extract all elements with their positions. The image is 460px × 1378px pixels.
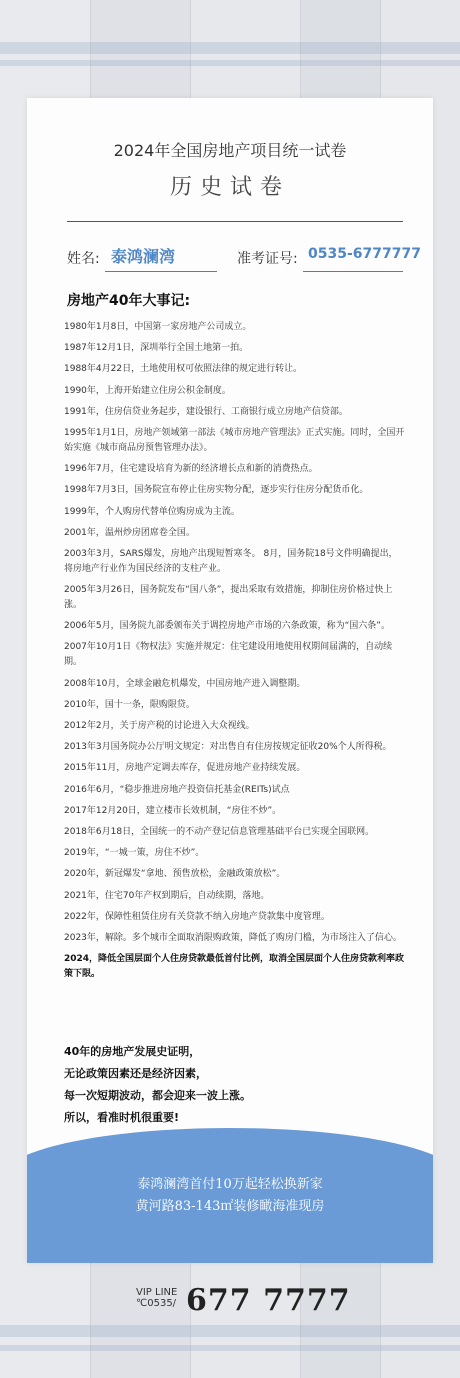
decorative-band [0, 60, 460, 66]
timeline-item: 1998年7月3日，国务院宣布停止住房实物分配，逐步实行住房分配货币化。 [64, 485, 369, 496]
timeline-item: 2018年6月18日，全国统一的不动产登记信息管理基础平台已实现全国联网。 [64, 826, 375, 837]
timeline-item: 2022年，保障性租赁住房有关贷款不纳入房地产贷款集中度管理。 [64, 911, 330, 922]
timeline-item: 2015年11月，房地产定调去库存，促进房地产业持续发展。 [64, 763, 306, 774]
timeline-item: 2007年10月1日《物权法》实施并规定：住宅建设用地使用权期间届满的，自动续期。 [64, 642, 393, 668]
conclusion-line: 40年的房地产发展史证明， [64, 1045, 201, 1058]
timeline-item: 1999年，个人购房代替单位购房成为主流。 [64, 506, 240, 517]
title-divider [67, 221, 403, 222]
area-code: ℃0535/ [136, 1298, 177, 1309]
name-underline [105, 271, 217, 272]
timeline-item: 1995年1月1日，房地产领域第一部法《城市房地产管理法》正式实施。同时，全国开始实施《城市商品房预售管理办法》。 [64, 427, 405, 453]
timeline-item: 2001年，温州炒房团席卷全国。 [64, 527, 195, 538]
timeline-item: 2021年，住宅70年产权到期后，自动续期，落地。 [64, 890, 270, 901]
timeline-item: 1996年7月，住宅建设培育为新的经济增长点和新的消费热点。 [64, 464, 318, 475]
name-value: 泰鸿澜湾 [111, 247, 176, 266]
name-label: 姓名: [67, 251, 100, 267]
exam-subtitle: 历史试卷 [169, 175, 290, 200]
conclusion-line: 所以，看准时机很重要! [64, 1111, 180, 1124]
timeline-item: 2020年，新冠爆发“拿地、预售放松，金融政策放松”。 [64, 869, 286, 880]
timeline-item: 2010年，国十一条，限购限贷。 [64, 699, 195, 710]
timeline-item: 2023年，解除。多个城市全面取消限购政策，降低了购房门槛，为市场注入了信心。 [64, 932, 402, 943]
decorative-band [0, 1325, 460, 1337]
timeline-item: 2024，降低全国层面个人住房贷款最低首付比例，取消全国层面个人住房贷款利率政策下限。 [64, 954, 405, 980]
timeline-item: 2012年2月，关于房产税的讨论进入大众视线。 [64, 721, 255, 731]
decorative-band [0, 42, 460, 54]
id-value: 0535-6777777 [308, 246, 421, 262]
vip-line-label [136, 1287, 177, 1309]
timeline-item: 1980年1月8日，中国第一家房地产公司成立。 [64, 322, 252, 332]
timeline-item: 2017年12月20日，建立楼市长效机制，“房住不炒”。 [64, 805, 282, 816]
id-underline [303, 271, 403, 272]
timeline-heading: 房地产40年大事记: [67, 293, 191, 309]
conclusion-block [64, 1041, 406, 1129]
exam-paper [27, 98, 433, 1263]
timeline-item: 1991年，住房信贷业务起步，建设银行、工商银行成立房地产信贷部。 [64, 406, 348, 417]
timeline-item: 1987年12月1日，深圳举行全国土地第一拍。 [64, 343, 249, 354]
conclusion-line: 每一次短期波动，都会迎来一波上涨。 [64, 1089, 251, 1102]
hotline-number[interactable]: 677 7777 [186, 1283, 351, 1318]
exam-title: 2024年全国房地产项目统一试卷 [113, 141, 347, 160]
timeline-item: 2006年5月，国务院九部委颁布关于调控房地产市场的六条政策，称为“国六条”。 [64, 621, 390, 632]
timeline-list [64, 320, 406, 988]
vip-label: VIP LINE [136, 1287, 178, 1298]
conclusion-line: 无论政策因素还是经济因素， [64, 1067, 207, 1080]
promo-line-1: 泰鸿澜湾首付10万起轻松换新家 [137, 1177, 323, 1192]
timeline-item: 2016年6月，“稳步推进房地产投资信托基金(REITs)试点 [64, 784, 290, 795]
timeline-item: 1990年，上海开始建立住房公积金制度。 [64, 385, 231, 396]
promo-line-2: 黄河路83-143㎡装修瞰海准现房 [135, 1199, 325, 1214]
id-label: 准考证号: [237, 251, 298, 267]
timeline-item: 1988年4月22日，土地使用权可依照法律的规定进行转让。 [64, 364, 303, 375]
timeline-item: 2005年3月26日，国务院发布“国八条”，提出采取有效措施，抑制住房价格过快上涨。 [64, 585, 393, 611]
decorative-band [0, 1345, 460, 1351]
timeline-item: 2013年3月国务院办公厅明文规定：对出售自有住房按规定征收20%个人所得税。 [64, 742, 392, 753]
timeline-item: 2019年，“一城一策，房住不炒”。 [64, 848, 205, 859]
timeline-item: 2008年10月，全球金融危机爆发，中国房地产进入调整期。 [64, 678, 306, 689]
timeline-item: 2003年3月，SARS爆发，房地产出现短暂寒冬。 8月，国务院18号文件明确提出，将房地产行业作为国民经济的支柱产业。 [64, 548, 398, 574]
